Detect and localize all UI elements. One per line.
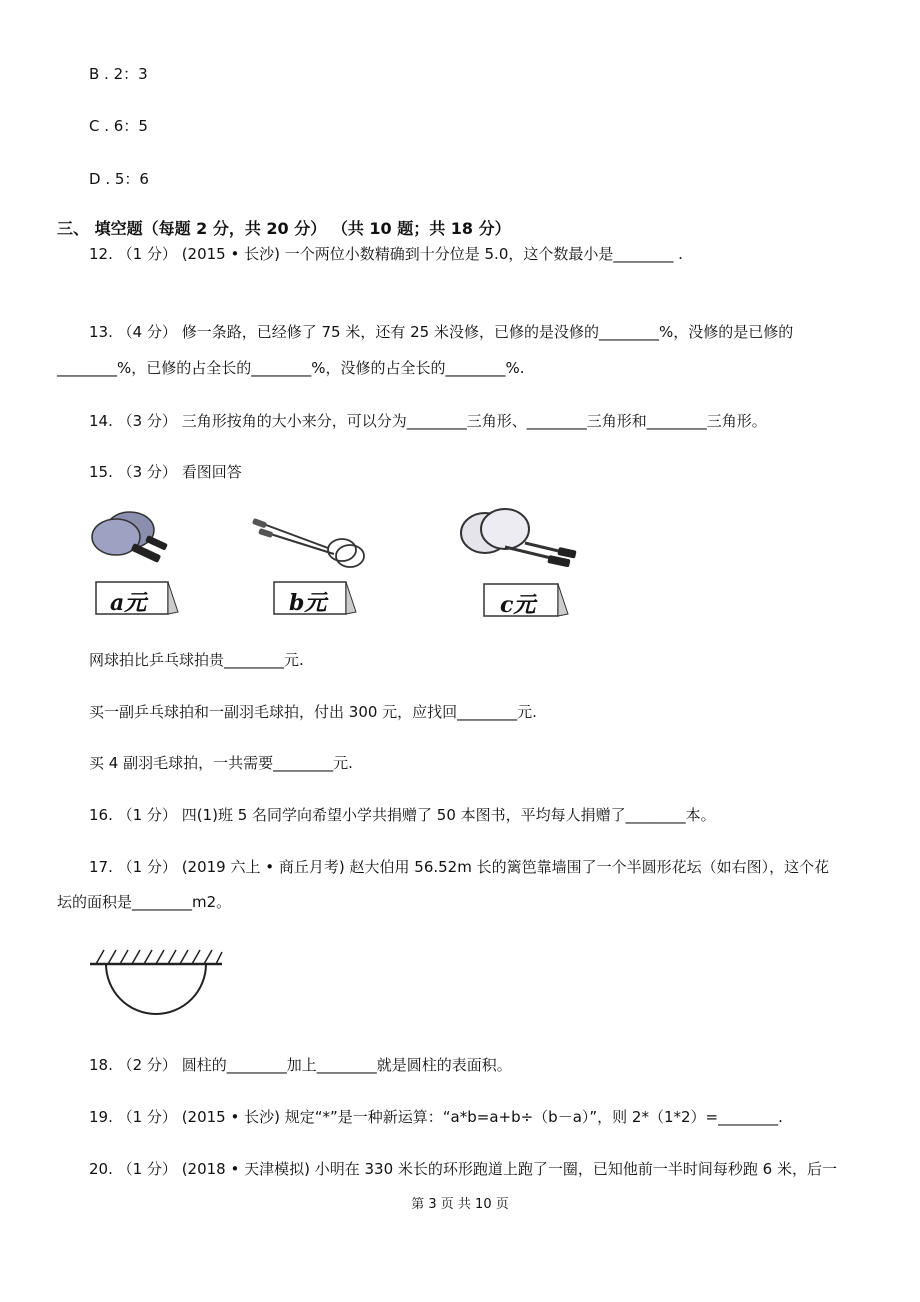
- question-14: 14. （3 分） 三角形按角的大小来分，可以分为________三角形、________三角形和________三角形。: [89, 412, 767, 430]
- price-tag-c-label: c元: [500, 592, 536, 618]
- badminton-rackets-image: [250, 510, 370, 570]
- page-footer: 第 3 页 共 10 页: [411, 1197, 509, 1212]
- question-13-line1: 13. （4 分） 修一条路，已经修了 75 米，还有 25 米没修，已修的是没修的________%，没修的是已修的: [89, 323, 794, 341]
- question-15-sub2: 买一副乒乓球拍和一副羽毛球拍，付出 300 元，应找回________元.: [89, 703, 537, 721]
- question-16: 16. （1 分） 四(1)班 5 名同学向希望小学共捐赠了 50 本图书，平均每人捐赠了________本。: [89, 806, 716, 824]
- price-tag-b-label: b元: [289, 590, 327, 616]
- question-20: 20. （1 分） (2018 • 天津模拟) 小明在 330 米长的环形跑道上跑了一圈，已知他前一半时间每秒跑 6 米，后一: [89, 1160, 837, 1178]
- ping-pong-paddles-image: [88, 505, 188, 575]
- question-15-stem: 15. （3 分） 看图回答: [89, 463, 242, 481]
- semicircle-flowerbed-image: [88, 940, 228, 1020]
- price-tag-a-label: a元: [110, 590, 147, 616]
- question-17-line1: 17. （1 分） (2019 六上 • 商丘月考) 赵大伯用 56.52m 长的篱笆靠墙围了一个半圆形花坛（如右图），这个花: [89, 858, 830, 876]
- question-13-line2: ________%，已修的占全长的________%，没修的占全长的________%.: [57, 359, 525, 377]
- question-17-line2: 坛的面积是________m2。: [57, 893, 232, 911]
- question-15-sub1: 网球拍比乒乓球拍贵________元.: [89, 651, 304, 669]
- question-15-sub3: 买 4 副羽毛球拍，一共需要________元.: [89, 754, 353, 772]
- question-12: 12. （1 分） (2015 • 长沙) 一个两位小数精确到十分位是 5.0，这个数最小是________ .: [89, 245, 683, 263]
- question-18: 18. （2 分） 圆柱的________加上________就是圆柱的表面积。: [89, 1056, 512, 1074]
- option-c: C . 6：5: [89, 117, 148, 135]
- tennis-rackets-image: [455, 505, 580, 575]
- question-19: 19. （1 分） (2015 • 长沙) 规定“*”是一种新运算：“a*b=a+b÷（b－a）”，则 2*（1*2）=________.: [89, 1108, 783, 1126]
- section-heading: 三、 填空题（每题 2 分，共 20 分） （共 10 题；共 18 分）: [57, 219, 511, 238]
- option-d: D . 5：6: [89, 170, 149, 188]
- option-b: B . 2：3: [89, 65, 148, 83]
